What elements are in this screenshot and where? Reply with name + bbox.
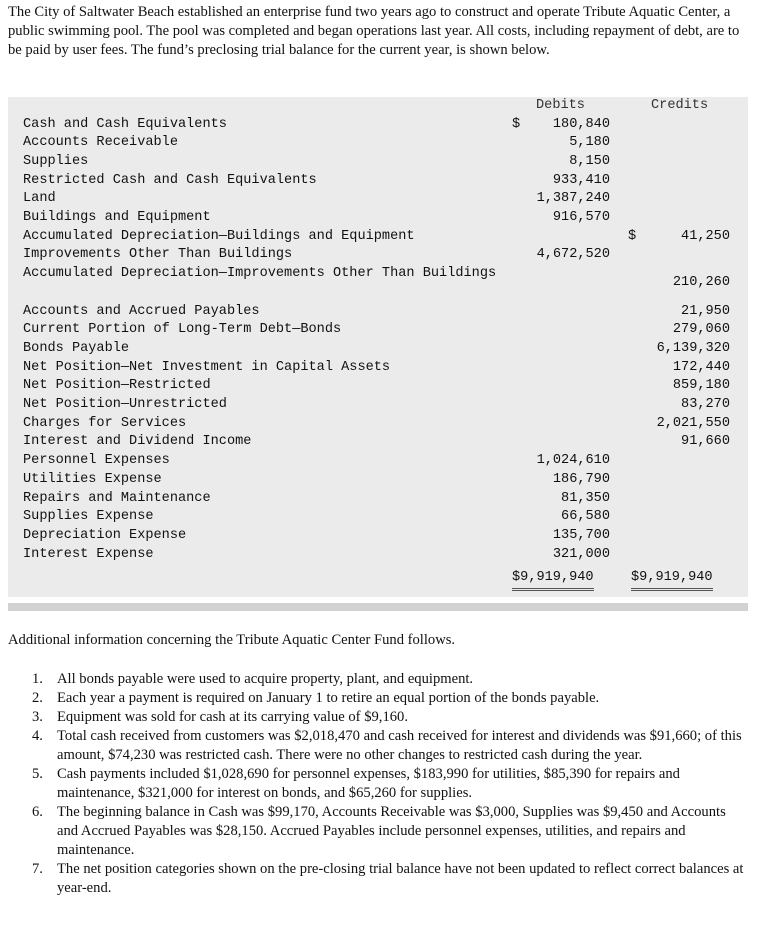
additional-info-item bbox=[0, 765, 749, 803]
account-name: Net Position—Restricted bbox=[23, 378, 211, 394]
debit-dollar-sign: $ bbox=[512, 116, 521, 132]
additional-info-item bbox=[0, 803, 749, 860]
account-name: Charges for Services bbox=[23, 415, 187, 431]
debit-amount: 1,387,240 bbox=[536, 191, 610, 207]
table-row bbox=[8, 433, 748, 452]
credit-amount: 859,180 bbox=[672, 378, 730, 394]
account-name: Accumulated Depreciation—Buildings and Equipment bbox=[23, 228, 415, 244]
additional-info-item bbox=[0, 727, 749, 765]
table-row bbox=[8, 415, 748, 434]
intro-paragraph: The City of Saltwater Beach established an enterprise fund two years ago to construct and operate Tribute Aquatic Center, a public swimming pool. The pool was completed and began operations last year. All costs, including repayment of debt, are to be paid by user fees. The fund’s preclosing trial balance for the current year, is shown below. bbox=[8, 4, 740, 58]
debit-amount: 180,840 bbox=[552, 116, 610, 132]
total-credits: $9,919,940 bbox=[631, 569, 713, 591]
additional-info-item bbox=[0, 670, 749, 689]
table-row bbox=[8, 359, 748, 378]
debit-amount: 1,024,610 bbox=[536, 453, 610, 469]
table-row bbox=[8, 303, 748, 322]
credit-amount: 41,250 bbox=[681, 228, 730, 244]
item-number: 5. bbox=[32, 766, 43, 782]
table-row bbox=[8, 508, 748, 527]
account-name: Interest Expense bbox=[23, 546, 154, 562]
item-number: 3. bbox=[32, 709, 43, 725]
credit-dollar-sign: $ bbox=[628, 228, 637, 244]
item-text: The net position categories shown on the pre-closing trial balance have not been updated to reflect correct balances at year-end. bbox=[57, 861, 744, 896]
trial-balance-table bbox=[8, 97, 748, 597]
table-row bbox=[8, 228, 748, 247]
account-name: Supplies bbox=[23, 153, 89, 169]
item-text: The beginning balance in Cash was $99,170, Accounts Receivable was $3,000, Supplies was $9,450 and Accounts and Accrued Payables was $28,150. Accrued Payables include personnel expenses, utilities, and repairs and maintenance. bbox=[57, 804, 726, 858]
account-name: Repairs and Maintenance bbox=[23, 490, 211, 506]
item-text: Total cash received from customers was $2,018,470 and cash received for interest and dividends was $91,660; of this amount, $74,230 was restricted cash. There were no other changes to restricted cash during the year. bbox=[57, 728, 742, 763]
additional-info-heading: Additional information concerning the Tribute Aquatic Center Fund follows. bbox=[8, 632, 456, 648]
debit-amount: 5,180 bbox=[569, 135, 610, 151]
table-row bbox=[8, 172, 748, 191]
debit-amount: 186,790 bbox=[552, 471, 610, 487]
item-text: Each year a payment is required on January 1 to retire an equal portion of the bonds payable. bbox=[57, 690, 600, 706]
item-number: 7. bbox=[32, 861, 43, 877]
table-row bbox=[8, 153, 748, 172]
account-name: Restricted Cash and Cash Equivalents bbox=[23, 172, 317, 188]
account-name: Supplies Expense bbox=[23, 509, 154, 525]
table-row bbox=[8, 490, 748, 509]
total-debits: $9,919,940 bbox=[512, 569, 594, 591]
table-row bbox=[8, 321, 748, 340]
debit-amount: 933,410 bbox=[552, 172, 610, 188]
account-name: Cash and Cash Equivalents bbox=[23, 116, 227, 132]
table-row bbox=[8, 377, 748, 396]
account-name: Buildings and Equipment bbox=[23, 210, 211, 225]
account-name: Net Position—Unrestricted bbox=[23, 397, 227, 412]
account-name: Personnel Expenses bbox=[23, 453, 170, 469]
debit-amount: 81,350 bbox=[561, 490, 610, 506]
account-name: Net Position—Net Investment in Capital Assets bbox=[23, 359, 391, 375]
table-row bbox=[8, 246, 748, 265]
table-row bbox=[8, 265, 748, 302]
additional-info-list bbox=[0, 670, 762, 898]
item-number: 4. bbox=[32, 728, 43, 744]
item-text: All bonds payable were used to acquire property, plant, and equipment. bbox=[57, 671, 474, 687]
item-number: 2. bbox=[32, 690, 43, 706]
table-row bbox=[8, 116, 748, 135]
table-row bbox=[8, 209, 748, 228]
item-text: Cash payments included $1,028,690 for personnel expenses, $183,990 for utilities, $85,390 for repairs and maintenance, $321,000 for interest on bonds, and $65,260 for supplies. bbox=[57, 766, 680, 801]
credit-amount: 210,260 bbox=[672, 275, 730, 291]
credit-amount: 6,139,320 bbox=[656, 340, 730, 356]
debit-amount: 321,000 bbox=[552, 546, 610, 562]
credit-amount: 91,660 bbox=[681, 434, 730, 450]
table-row bbox=[8, 527, 748, 546]
additional-info-item bbox=[0, 860, 749, 898]
account-name: Utilities Expense bbox=[23, 471, 162, 487]
account-name: Accumulated Depreciation—Improvements Other Than Buildings bbox=[23, 266, 497, 282]
table-row bbox=[8, 190, 748, 209]
debits-column-header: Debits bbox=[536, 98, 585, 113]
item-text: Equipment was sold for cash at its carrying value of $9,160. bbox=[57, 709, 408, 725]
item-number: 1. bbox=[32, 671, 43, 687]
section-divider bbox=[8, 603, 748, 611]
trial-balance-header bbox=[8, 97, 748, 115]
account-name: Interest and Dividend Income bbox=[23, 434, 252, 450]
account-name: Improvements Other Than Buildings bbox=[23, 247, 293, 263]
table-row bbox=[8, 452, 748, 471]
credit-amount: 2,021,550 bbox=[656, 415, 730, 431]
debit-amount: 66,580 bbox=[561, 509, 610, 525]
additional-info-item bbox=[0, 689, 749, 708]
table-row bbox=[8, 396, 748, 415]
table-row bbox=[8, 471, 748, 490]
account-name: Accounts and Accrued Payables bbox=[23, 303, 260, 319]
debit-amount: 135,700 bbox=[552, 527, 610, 543]
credit-amount: 279,060 bbox=[672, 322, 730, 338]
table-row bbox=[8, 340, 748, 359]
account-name: Accounts Receivable bbox=[23, 135, 178, 151]
table-row bbox=[8, 134, 748, 153]
additional-info-item bbox=[0, 708, 749, 727]
account-name: Land bbox=[23, 191, 56, 207]
credit-amount: 83,270 bbox=[681, 397, 730, 412]
debit-amount: 8,150 bbox=[569, 153, 610, 169]
debit-amount: 4,672,520 bbox=[536, 247, 610, 263]
table-row bbox=[8, 546, 748, 565]
debit-amount: 916,570 bbox=[552, 210, 610, 225]
account-name: Current Portion of Long-Term Debt—Bonds bbox=[23, 322, 342, 338]
credit-amount: 21,950 bbox=[681, 303, 730, 319]
account-name: Depreciation Expense bbox=[23, 527, 187, 543]
item-number: 6. bbox=[32, 804, 43, 820]
account-name: Bonds Payable bbox=[23, 340, 130, 356]
credits-column-header: Credits bbox=[651, 98, 709, 113]
credit-amount: 172,440 bbox=[672, 359, 730, 375]
